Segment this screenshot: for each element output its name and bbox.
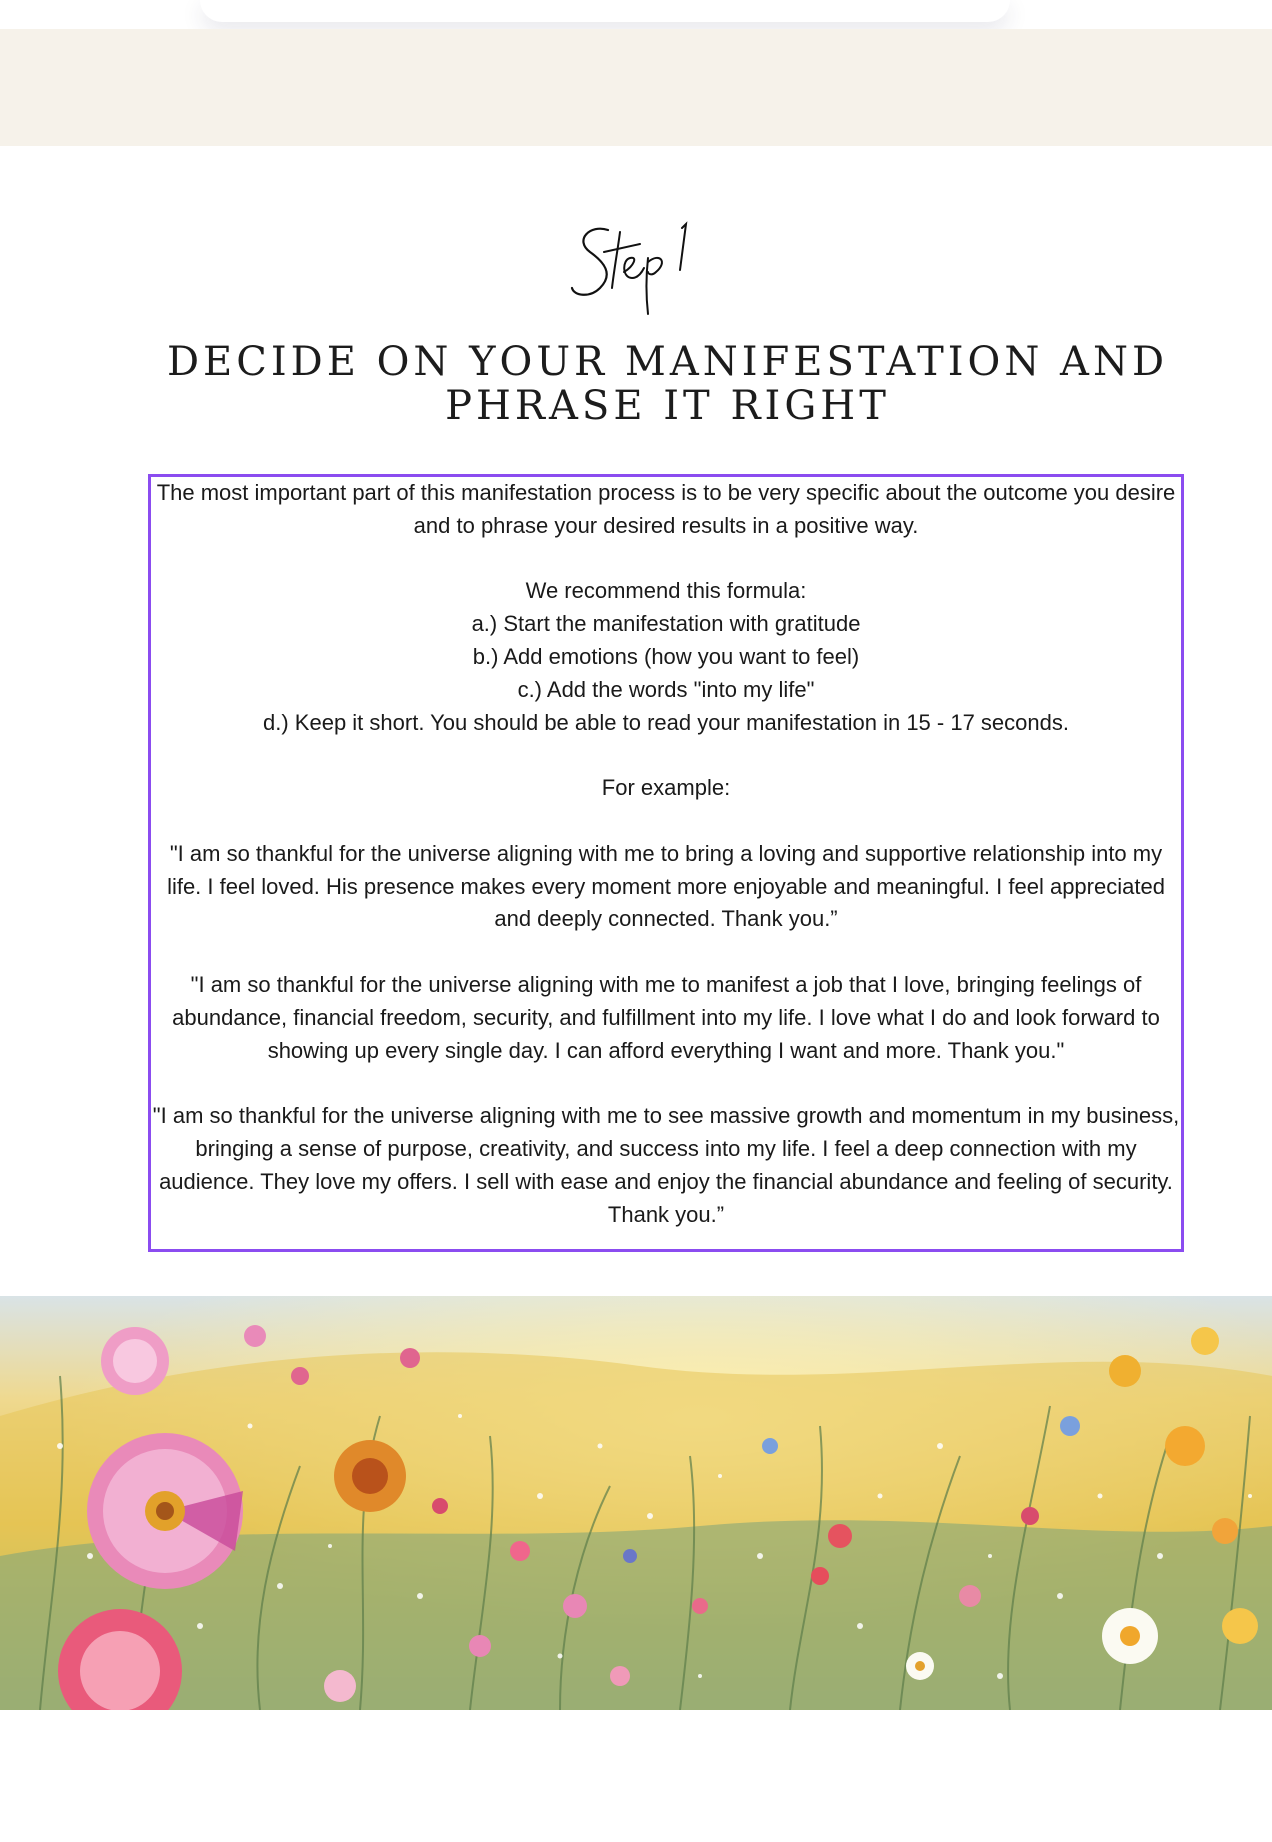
intro-paragraph: The most important part of this manifestation process is to be very specific about the outcome you desire and to phrase your desired results in a positive way. [156, 480, 1176, 538]
step-1-handwritten-icon [560, 218, 700, 318]
top-card [200, 0, 1010, 22]
formula-item: b.) Add emotions (how you want to feel) [472, 643, 860, 669]
formula-item: d.) Keep it short. You should be able to read your manifestation in 15 - 17 seconds. [263, 709, 1069, 735]
example-job: "I am so thankful for the universe aligning with me to manifest a job that I love, bringing feelings of abundance, financial freedom, security, and fulfillment into my life. I love what I do and look forward to showing up every single day. I can afford everything I want and more. Thank you." [172, 971, 1160, 1063]
example-business: "I am so thankful for the universe aligning with me to see massive growth and momentum in my business, bringing a sense of purpose, creativity, and success into my life. I feel a deep connection with my audience. They love my offers. I sell with ease and enjoy the financial abundance and feeling of security. Thank you.” [152, 1103, 1180, 1227]
example-relationship: "I am so thankful for the universe aligning with me to bring a loving and supportive relationship into my life. I feel loved. His presence makes every moment more enjoyable and meaningful. I feel appreciated and deeply connected. Thank you.” [167, 840, 1165, 932]
title-line-1: DECIDE ON YOUR MANIFESTATION AND [166, 339, 1169, 385]
cream-banner [0, 29, 1272, 146]
manifestation-text-box[interactable] [148, 474, 1184, 1252]
step-script-logo [560, 218, 700, 318]
formula-item: c.) Add the words "into my life" [517, 676, 815, 702]
title-line-2: PHRASE IT RIGHT [445, 383, 890, 429]
example-heading: For example: [601, 775, 731, 801]
meadow-illustration [0, 1296, 1272, 1710]
formula-list [151, 608, 1181, 739]
formula-heading: We recommend this formula: [525, 578, 807, 604]
page-title [140, 340, 1195, 428]
formula-item: a.) Start the manifestation with gratitude [471, 611, 861, 637]
wildflower-meadow-image [0, 1296, 1272, 1710]
